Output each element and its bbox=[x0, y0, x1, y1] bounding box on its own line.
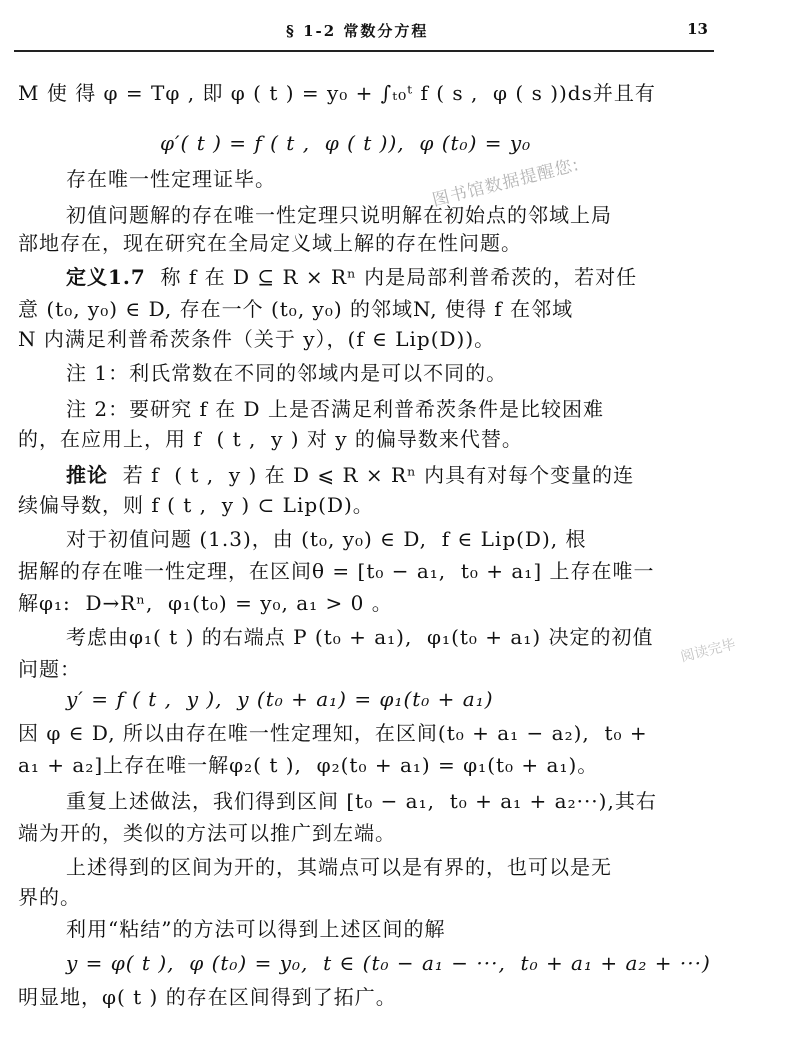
text-line: 上述得到的区间为开的，其端点可以是有界的，也可以是无 bbox=[66, 855, 612, 879]
text-line: 续偏导数，则 f ( t , y ) ⊂ Lip(D)。 bbox=[18, 493, 374, 517]
equation-line: y = φ( t ), φ (t₀) = y₀, t ∈ (t₀ − a₁ − ···, t₀ + a₁ + a₂ + ···) bbox=[66, 951, 711, 975]
corollary-line bbox=[66, 462, 766, 488]
page-number: 13 bbox=[687, 20, 708, 38]
text-line: 利用“粘结”的方法可以得到上述区间的解 bbox=[66, 917, 446, 941]
text-line: 因 φ ∈ D, 所以由存在唯一性定理知，在区间(t₀ + a₁ − a₂), t₀ + bbox=[18, 721, 648, 745]
definition-text: 称 f 在 D ⊆ R × Rⁿ 内是局部利普希茨的，若对任 bbox=[145, 265, 638, 289]
text-line: a₁ + a₂]上存在唯一解φ₂( t ), φ₂(t₀ + a₁) = φ₁(t₀ + a₁)。 bbox=[18, 753, 599, 777]
text-line: 明显地，φ( t ) 的存在区间得到了拓广。 bbox=[18, 985, 397, 1009]
watermark-secondary: 阅读完毕 bbox=[679, 636, 738, 666]
text-line: 解φ₁: D→Rⁿ, φ₁(t₀) = y₀, a₁ > 0 。 bbox=[18, 591, 393, 615]
text-line: 问题： bbox=[18, 657, 81, 681]
text-line: 界的。 bbox=[18, 885, 81, 909]
section-title: § 1-2 常数分方程 bbox=[286, 22, 429, 40]
text-line: M 使 得 φ = Tφ , 即 φ ( t ) = y₀ + ∫ₜ₀ᵗ f ( s , φ ( s ))ds并且有 bbox=[18, 81, 656, 105]
text-line: 存在唯一性定理证毕。 bbox=[66, 167, 276, 191]
definition-label: 定义1.7 bbox=[66, 265, 146, 289]
equation-line: y′ = f ( t , y ), y (t₀ + a₁) = φ₁(t₀ + a₁) bbox=[66, 687, 494, 711]
definition-line bbox=[66, 264, 766, 290]
corollary-text: 若 f ( t , y ) 在 D ⩽ R × Rⁿ 内具有对每个变量的连 bbox=[108, 463, 635, 487]
corollary-label: 推论 bbox=[66, 463, 108, 487]
note-line: 注 2：要研究 f 在 D 上是否满足利普希茨条件是比较困难 bbox=[66, 397, 604, 421]
text-line: 的，在应用上，用 f ( t , y ) 对 y 的偏导数来代替。 bbox=[18, 427, 523, 451]
text-line: 初值问题解的存在唯一性定理只说明解在初始点的邻域上局 bbox=[66, 203, 612, 227]
text-line: N 内满足利普希茨条件（关于 y），(f ∈ Lip(D))。 bbox=[18, 327, 496, 351]
text-line: 考虑由φ₁( t ) 的右端点 P (t₀ + a₁), φ₁(t₀ + a₁) 决定的初值 bbox=[66, 625, 654, 649]
equation-line: φ′( t ) = f ( t , φ ( t )), φ (t₀) = y₀ bbox=[160, 131, 532, 155]
text-line: 据解的存在唯一性定理，在区间θ = [t₀ − a₁, t₀ + a₁] 上存在唯一 bbox=[18, 559, 655, 583]
watermark: 图书馆数据提醒您: bbox=[430, 154, 582, 211]
note-line: 注 1：利氏常数在不同的邻域内是可以不同的。 bbox=[66, 361, 508, 385]
text-line: 部地存在，现在研究在全局定义域上解的存在性问题。 bbox=[18, 231, 522, 255]
text-line: 端为开的，类似的方法可以推广到左端。 bbox=[18, 821, 396, 845]
text-line: 对于初值问题 (1.3)，由 (t₀, y₀) ∈ D, f ∈ Lip(D), 根 bbox=[66, 527, 587, 551]
text-line: 意 (t₀, y₀) ∈ D, 存在一个 (t₀, y₀) 的邻域N, 使得 f 在邻域 bbox=[18, 297, 574, 321]
text-line: 重复上述做法，我们得到区间 [t₀ − a₁, t₀ + a₁ + a₂···),其右 bbox=[66, 789, 657, 813]
running-header bbox=[14, 16, 714, 52]
